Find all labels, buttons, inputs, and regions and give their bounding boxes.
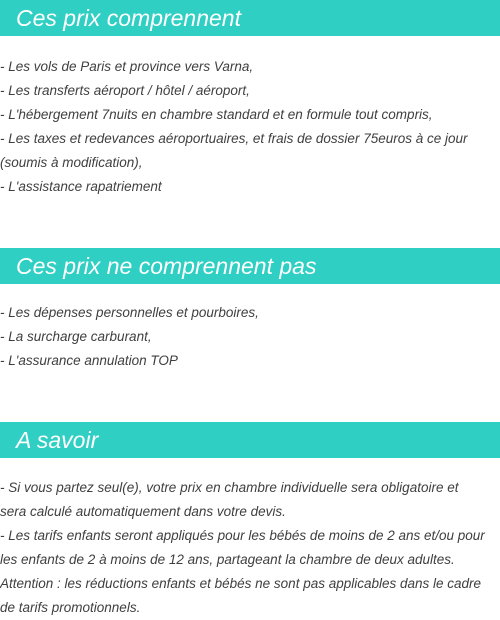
- section-header-included: Ces prix comprennent: [0, 0, 500, 36]
- list-item: - L'hébergement 7nuits en chambre standard et en formule tout compris,: [0, 107, 433, 122]
- list-item: - Les taxes et redevances aéroportuaires, et frais de dossier 75euros à ce jour: [0, 131, 468, 146]
- list-item: (soumis à modification),: [0, 155, 143, 170]
- list-item: - Les transferts aéroport / hôtel / aéroport,: [0, 83, 250, 98]
- list-item: - L'assurance annulation TOP: [0, 353, 178, 368]
- list-item: - La surcharge carburant,: [0, 329, 152, 344]
- list-item: sera calculé automatiquement dans votre devis.: [0, 504, 286, 519]
- list-item: - Si vous partez seul(e), votre prix en chambre individuelle sera obligatoire et: [0, 480, 459, 495]
- list-item: de tarifs promotionnels.: [0, 600, 141, 615]
- list-item: - L'assistance rapatriement: [0, 179, 162, 194]
- list-item: - Les dépenses personnelles et pourboires,: [0, 305, 259, 320]
- list-item: - Les tarifs enfants seront appliqués pour les bébés de moins de 2 ans et/ou pour: [0, 528, 485, 543]
- list-item: Attention : les réductions enfants et bébés ne sont pas applicables dans le cadre: [0, 576, 482, 591]
- list-item: les enfants de 2 à moins de 12 ans, partageant la chambre de deux adultes.: [0, 552, 455, 567]
- good-to-know-list: [0, 476, 500, 620]
- included-list: [0, 55, 500, 199]
- not-included-list: [0, 301, 500, 373]
- list-item: - Les vols de Paris et province vers Varna,: [0, 59, 254, 74]
- section-header-not-included: Ces prix ne comprennent pas: [0, 248, 500, 284]
- section-header-good-to-know: A savoir: [0, 422, 500, 458]
